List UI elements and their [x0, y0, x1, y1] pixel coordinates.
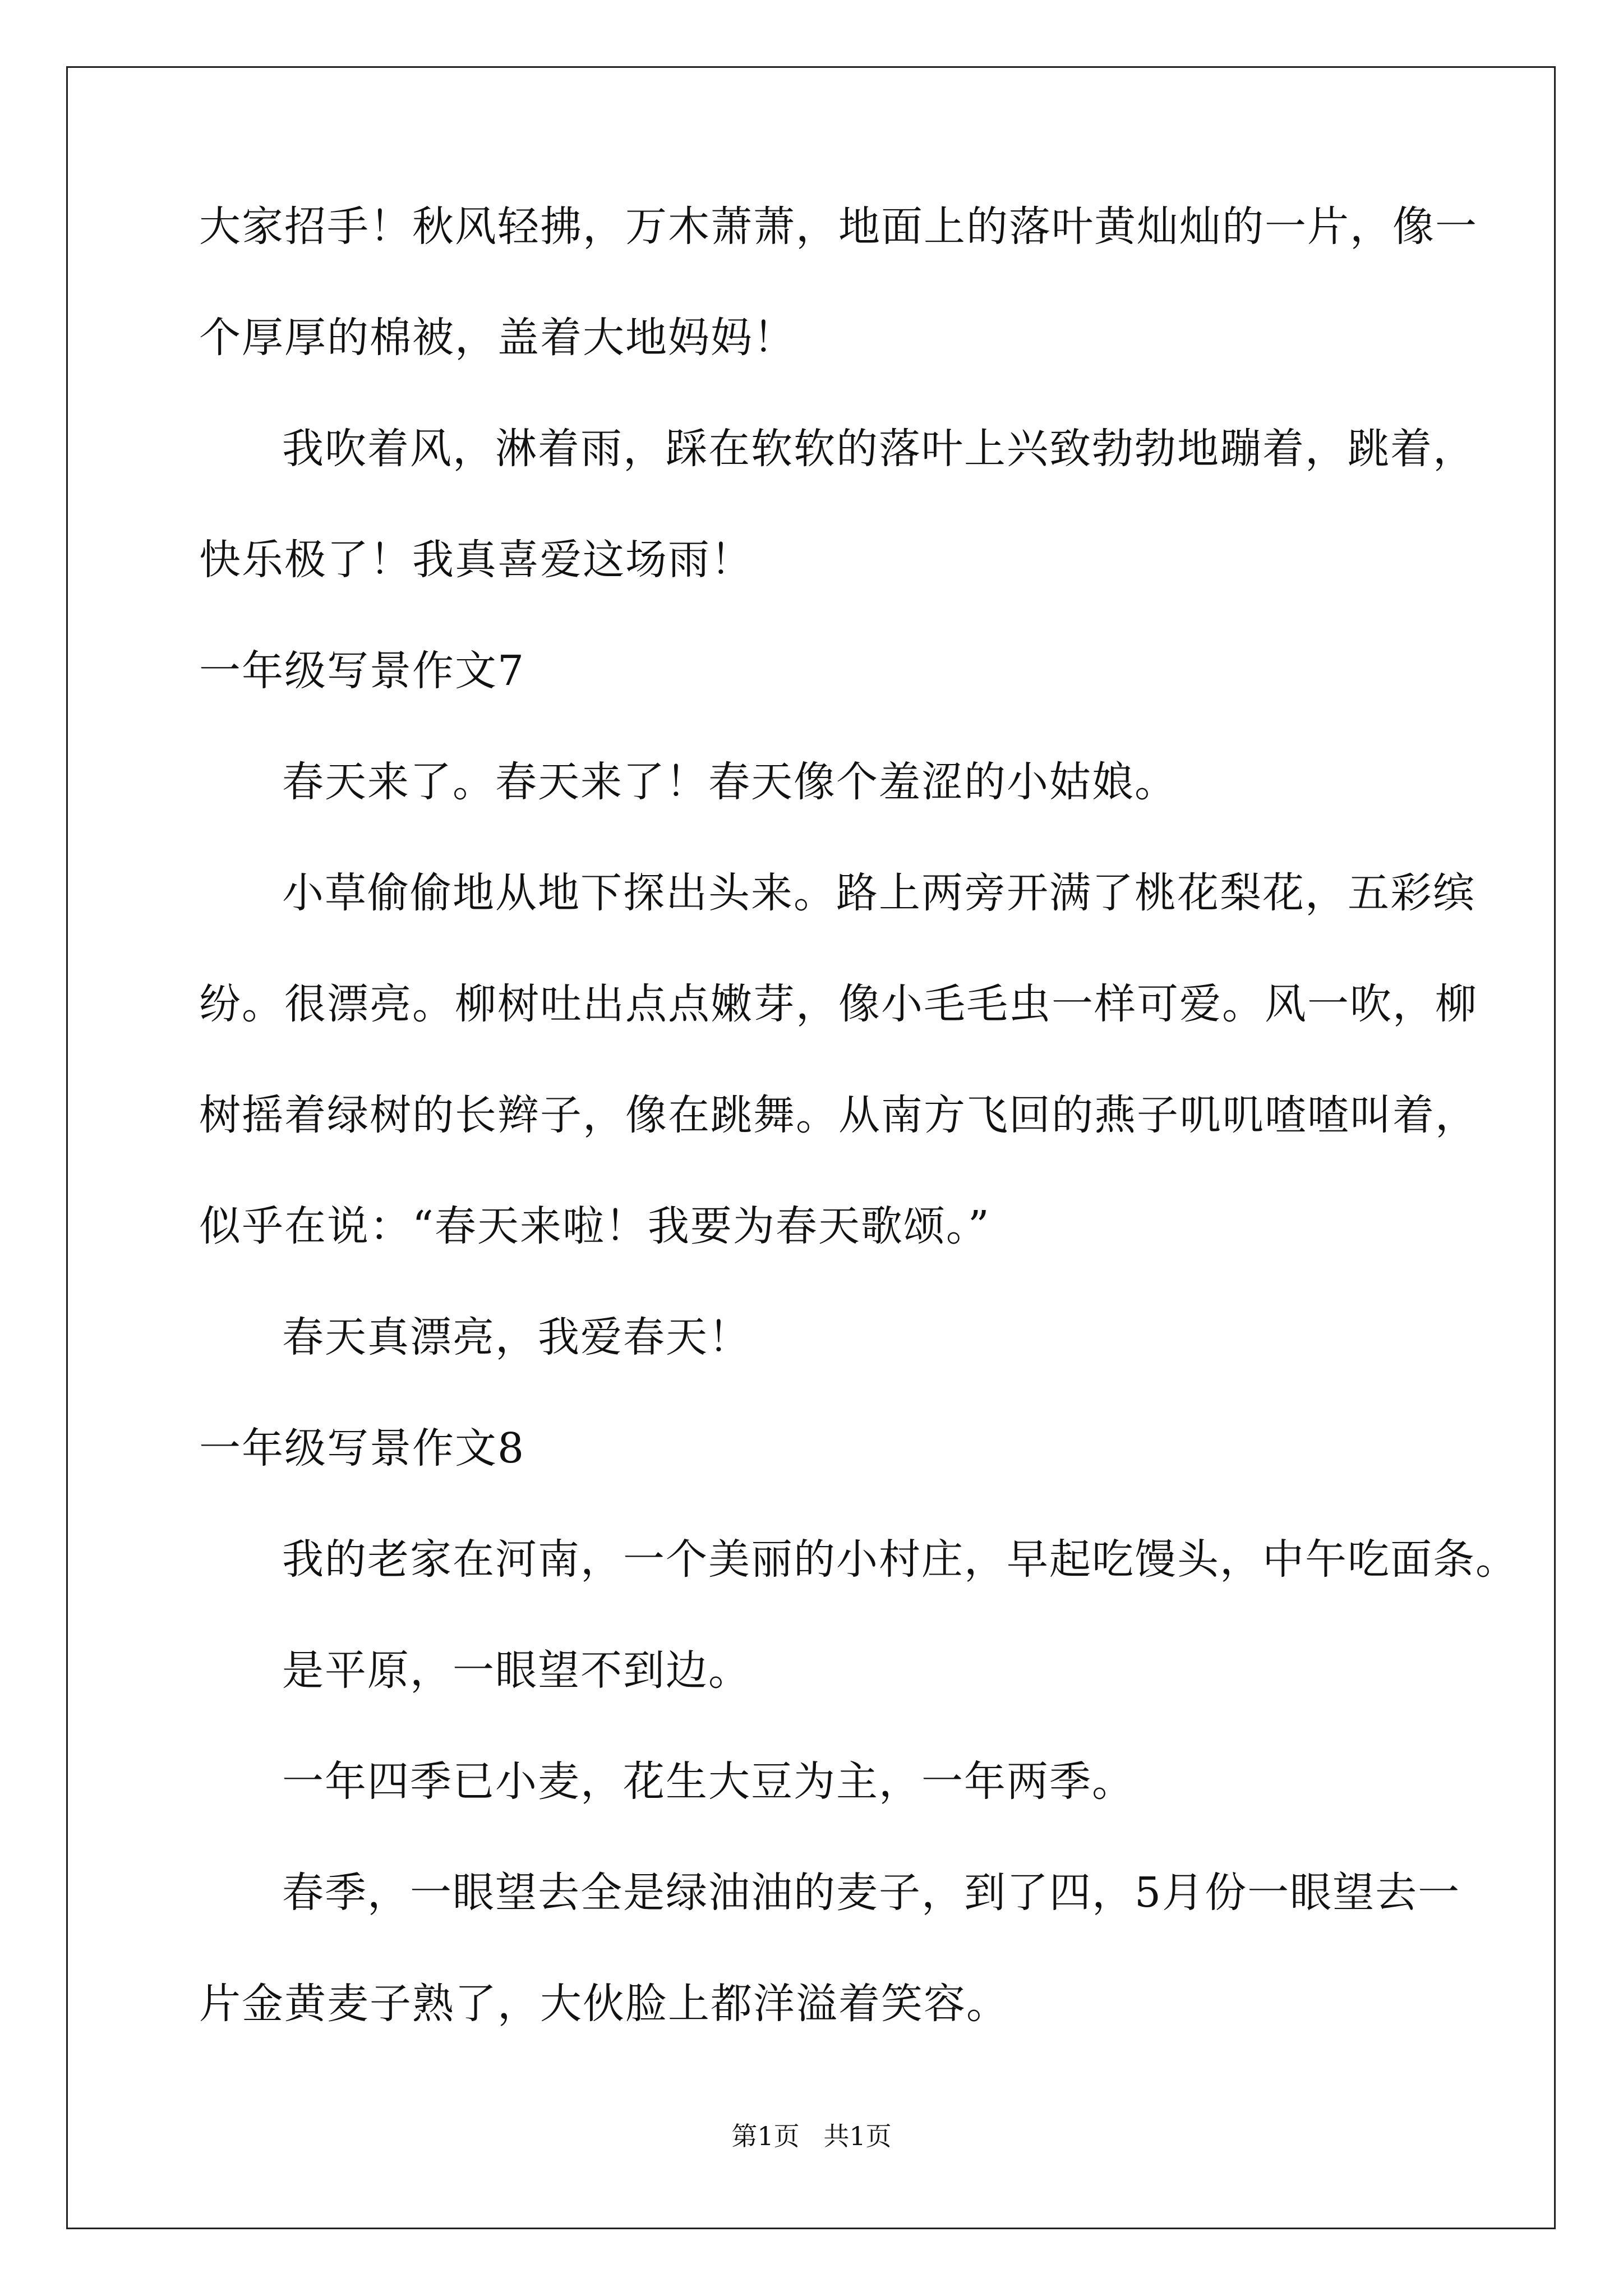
text-line: 树摇着绿树的长辫子，像在跳舞。从南方飞回的燕子叽叽喳喳叫着， [199, 1091, 1478, 1139]
page-number-total: 共1页 [823, 2121, 892, 2151]
text-line: 一年四季已小麦，花生大豆为主，一年两季。 [282, 1757, 1135, 1806]
section-heading: 一年级写景作文7 [199, 647, 525, 695]
text-line: 片金黄麦子熟了，大伙脸上都洋溢着笑容。 [199, 1980, 1009, 2028]
document-body [199, 202, 1518, 2090]
text-line: 小草偷偷地从地下探出头来。路上两旁开满了桃花梨花，五彩缤 [282, 869, 1476, 917]
text-line: 快乐极了！我真喜爱这场雨！ [199, 536, 753, 584]
page-number-current: 第1页 [731, 2121, 800, 2151]
text-line: 春天真漂亮，我爱春天！ [282, 1313, 751, 1361]
text-line: 我的老家在河南，一个美丽的小村庄，早起吃馒头，中午吃面条。 [282, 1535, 1518, 1584]
text-line: 似乎在说：“春天来啦！我要为春天歌颂。” [199, 1202, 990, 1250]
text-line: 是平原，一眼望不到边。 [282, 1646, 751, 1695]
text-line: 纷。很漂亮。柳树吐出点点嫩芽，像小毛毛虫一样可爱。风一吹，柳 [199, 980, 1478, 1028]
text-line: 个厚厚的棉被，盖着大地妈妈！ [199, 314, 796, 362]
text-line: 我吹着风，淋着雨，踩在软软的落叶上兴致勃勃地蹦着，跳着， [282, 425, 1476, 473]
page-footer [0, 2120, 1623, 2152]
section-heading: 一年级写景作文8 [199, 1424, 525, 1473]
text-line: 春季，一眼望去全是绿油油的麦子，到了四，5月份一眼望去一 [282, 1869, 1461, 1917]
text-line: 春天来了。春天来了！春天像个羞涩的小姑娘。 [282, 758, 1177, 806]
text-line: 大家招手！秋风轻拂，万木萧萧，地面上的落叶黄灿灿的一片，像一 [199, 203, 1478, 251]
